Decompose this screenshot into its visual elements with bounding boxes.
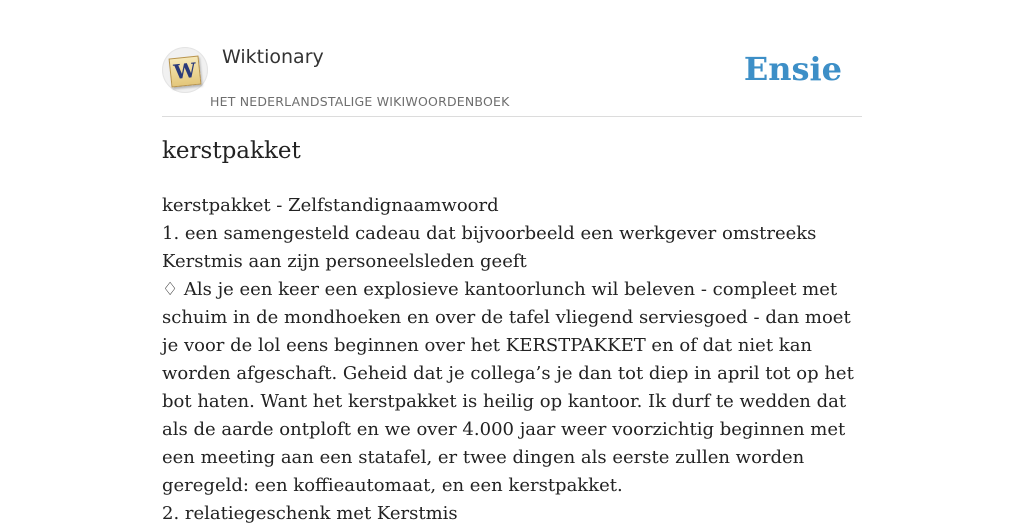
- definition-2: 2. relatiegeschenk met Kerstmis: [162, 503, 458, 524]
- example-sentence-1: ♢ Als je een keer een explosieve kantoorlunch wil beleven - compleet met schuim in de mondhoeken en over de tafel vliegend serviesgoed - dan moet je voor de lol eens beginnen over het KERSTPAKKET en of dat niet kan worden afgeschaft. Geheid dat je collega’s je dan tot diep in april tot op het bot haten. Want het kerstpakket is heilig op kantoor. Ik durf te wedden dat als de aarde ontploft en we over 4.000 jaar weer voorzichtig beginnen met een meeting aan een statafel, er twee dingen als eerste zullen worden geregeld: een koffieautomaat, en een kerstpakket.: [162, 279, 854, 496]
- part-of-speech-line: kerstpakket - Zelfstandignaamwoord: [162, 195, 499, 216]
- site-tagline: HET NEDERLANDSTALIGE WIKIWOORDENBOEK: [210, 94, 510, 109]
- definition-1: 1. een samengesteld cadeau dat bijvoorbeeld een werkgever omstreeks Kerstmis aan zijn personeelsleden geeft: [162, 223, 817, 272]
- entry-content: [162, 192, 862, 528]
- logo-tile: W: [169, 56, 202, 88]
- ensie-logo-link[interactable]: Ensie: [743, 50, 842, 88]
- site-name-link[interactable]: Wiktionary: [222, 46, 324, 68]
- site-header: [162, 44, 862, 117]
- page-title: kerstpakket: [162, 138, 301, 164]
- wiktionary-logo-icon[interactable]: [162, 47, 208, 93]
